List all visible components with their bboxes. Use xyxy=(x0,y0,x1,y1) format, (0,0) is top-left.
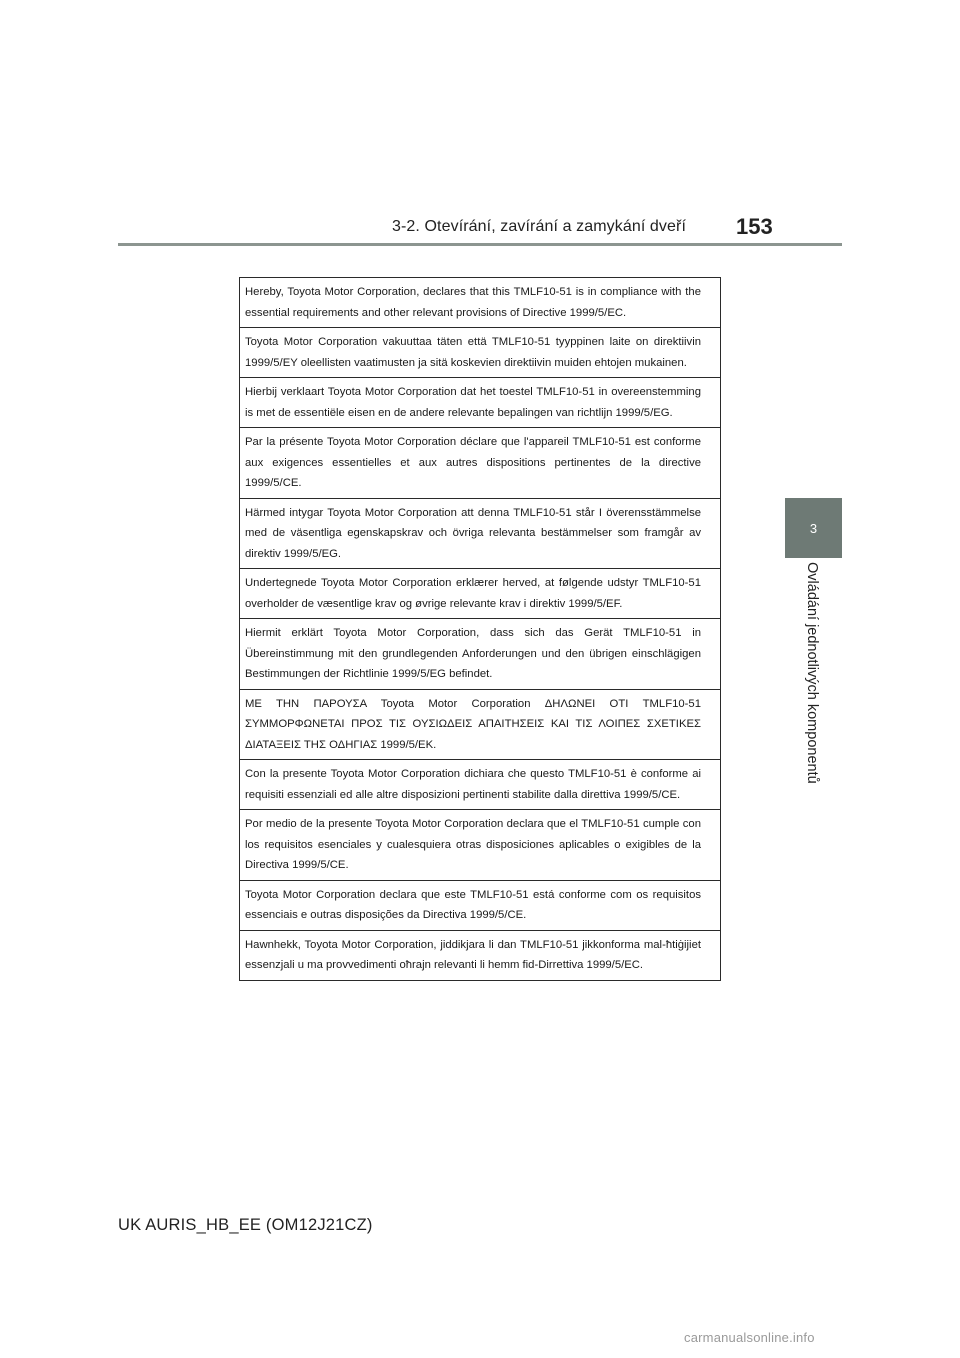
section-title: 3-2. Otevírání, zavírání a zamykání dveří xyxy=(392,218,686,235)
declaration-es: Por medio de la presente Toyota Motor Corporation declara que el TMLF10-51 cumple con los requisitos esenciales y cualesquiera otras disposiciones aplicables o exigibles de la Directiva 1999/5/CE. xyxy=(240,809,720,880)
declaration-fi: Toyota Motor Corporation vakuuttaa täten että TMLF10-51 tyyppinen laite on direktiivin 1999/5/EY oleellisten vaatimusten ja sitä koskevien direktiivin muiden ehtojen mukainen. xyxy=(240,327,720,377)
declaration-table xyxy=(239,277,721,981)
declaration-da: Undertegnede Toyota Motor Corporation erklærer herved, at følgende udstyr TMLF10-51 overholder de væsentlige krav og øvrige relevante krav i direktiv 1999/5/EF. xyxy=(240,568,720,618)
declaration-fr: Par la présente Toyota Motor Corporation déclare que l'appareil TMLF10-51 est conforme aux exigences essentielles et aux autres dispositions pertinentes de la directive 1999/5/CE. xyxy=(240,427,720,498)
declaration-el: ΜΕ ΤΗΝ ΠΑΡΟΥΣΑ Toyota Motor Corporation ΔΗΛΩΝΕΙ ΟΤΙ TMLF10-51 ΣΥΜΜΟΡΦΩΝΕΤΑΙ ΠΡΟΣ ΤΙΣ ΟΥΣΙΩΔΕΙΣ ΑΠΑΙΤΗΣΕΙΣ ΚΑΙ ΤΙΣ ΛΟΙΠΕΣ ΣΧΕΤΙΚΕΣ ΔΙΑΤΑΞΕΙΣ ΤΗΣ ΟΔΗΓΙΑΣ 1999/5/ΕΚ. xyxy=(240,689,720,760)
declaration-en: Hereby, Toyota Motor Corporation, declares that this TMLF10-51 is in compliance with the essential requirements and other relevant provisions of Directive 1999/5/EC. xyxy=(245,286,701,319)
declaration-it: Con la presente Toyota Motor Corporation dichiara che questo TMLF10-51 è conforme ai requisiti essenziali ed alle altre disposizioni pertinenti stabilite dalla direttiva 1999/5/CE. xyxy=(240,759,720,809)
declaration-sv: Härmed intygar Toyota Motor Corporation att denna TMLF10-51 står I överensstämmelse med de väsentliga egenskapskrav och övriga relevanta bestämmelser som framgår av direktiv 1999/5/EG. xyxy=(240,498,720,569)
chapter-tab xyxy=(785,498,842,558)
header-divider xyxy=(118,243,842,246)
chapter-number: 3 xyxy=(809,520,818,536)
watermark: carmanualsonline.info xyxy=(684,1330,815,1345)
declaration-de: Hiermit erklärt Toyota Motor Corporation, dass sich das Gerät TMLF10-51 in Übereinstimmung mit den grundlegenden Anforderungen und den übrigen einschlägigen Bestimmungen der Richtlinie 1999/5/EG befindet. xyxy=(240,618,720,689)
chapter-label-container xyxy=(785,562,842,822)
document-code: UK AURIS_HB_EE (OM12J21CZ) xyxy=(118,1216,373,1234)
page-number: 153 xyxy=(736,214,773,239)
declaration-nl: Hierbij verklaart Toyota Motor Corporation dat het toestel TMLF10-51 in overeenstemming is met de essentiële eisen en de andere relevante bepalingen van richtlijn 1999/5/EG. xyxy=(240,377,720,427)
chapter-label: Ovládání jednotlivých komponentů xyxy=(804,562,820,784)
declaration-pt: Toyota Motor Corporation declara que este TMLF10-51 está conforme com os requisitos essenciais e outras disposições da Directiva 1999/5/CE. xyxy=(240,880,720,930)
declaration-mt: Hawnhekk, Toyota Motor Corporation, jiddikjara li dan TMLF10-51 jikkonforma mal-ħtiġijiet essenzjali u ma provvedimenti oħrajn relevanti li hemm fid-Dirrettiva 1999/5/EC. xyxy=(240,930,720,980)
